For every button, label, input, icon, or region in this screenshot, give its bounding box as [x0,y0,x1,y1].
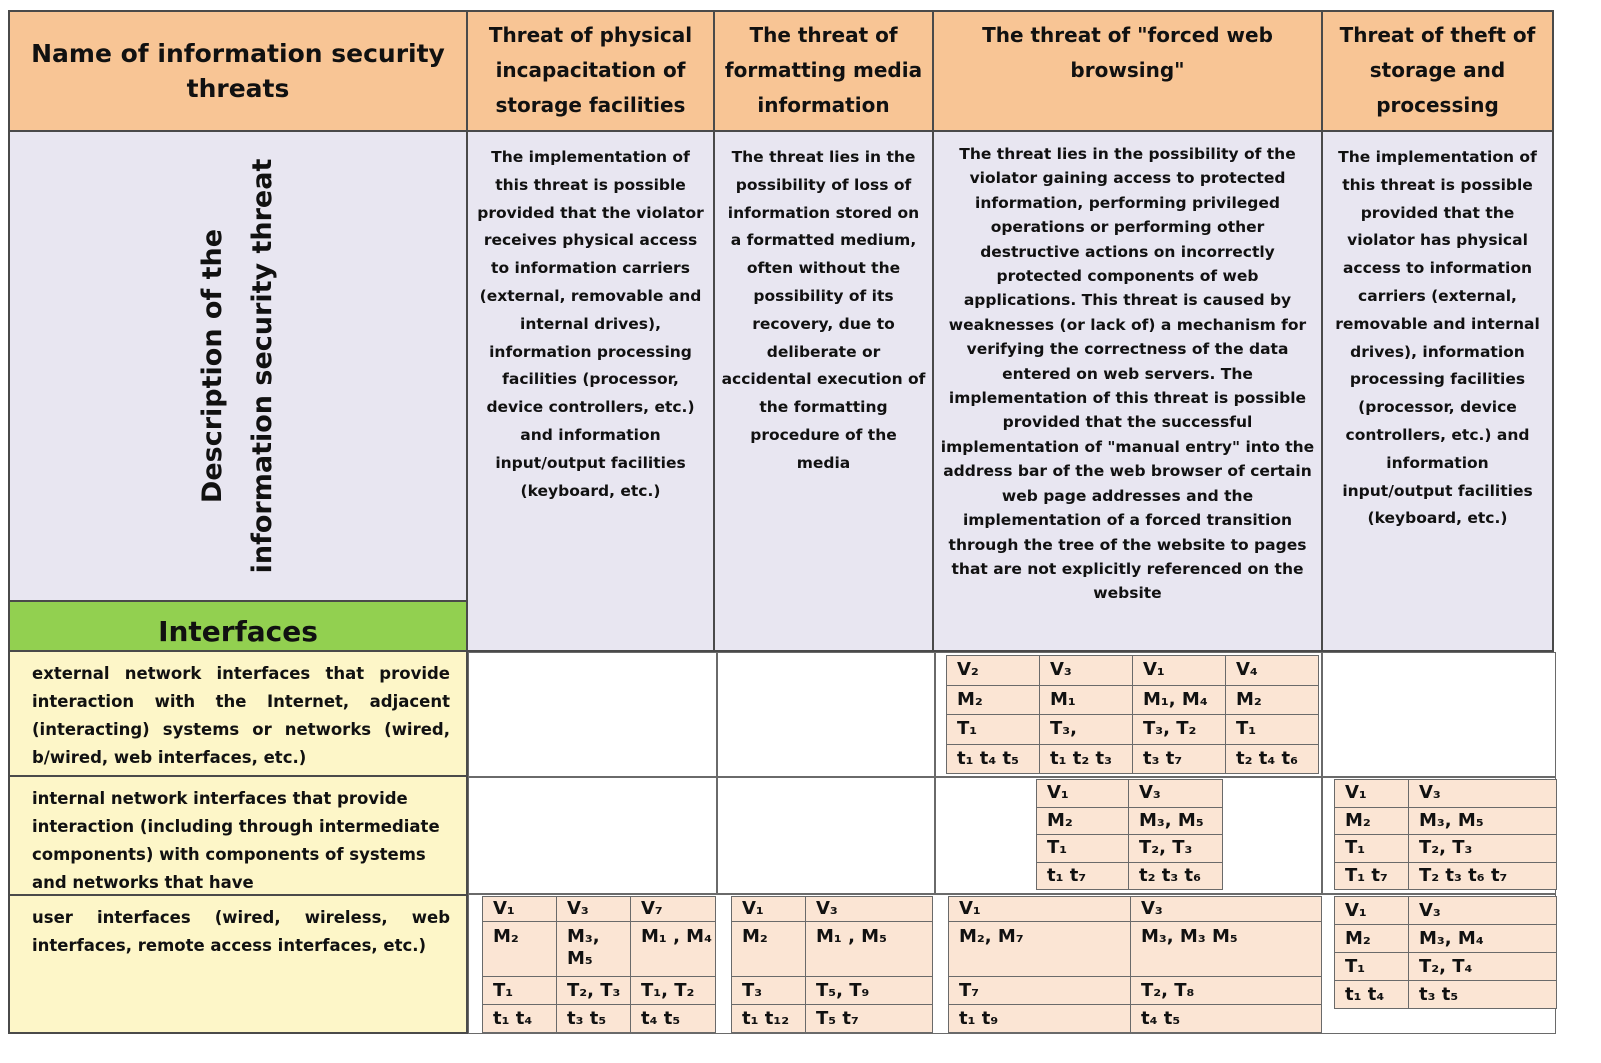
table-row [732,977,933,1005]
header-threat-1 [466,10,715,132]
table-cell: T₃ [732,977,806,1005]
interface-user [8,894,468,1034]
table-cell: M₃, M₄ [1409,925,1557,953]
table-row [947,656,1319,686]
table-cell: V₁ [483,897,557,922]
table-cell: t₃ t₅ [557,1005,631,1033]
table-cell: M₂, M₇ [949,922,1131,977]
table-cell: V₁ [1335,780,1409,808]
table-cell: t₄ t₅ [1131,1005,1322,1033]
empty-cell [717,777,935,894]
table-row [947,685,1319,715]
table-cell: t₁ t₄ t₅ [947,744,1040,774]
table-cell: M₁ , M₅ [806,922,933,977]
table-cell: T₂, T₃ [1409,835,1557,863]
table-cell: T₁ [1226,715,1319,745]
table-cell: M₂ [947,685,1040,715]
table-cell: V₂ [947,656,1040,686]
table-row [1335,835,1557,863]
table-row [1037,807,1223,835]
table-cell: V₇ [631,897,716,922]
interface-external-text: external network interfaces that provide interaction with the Internet, adjacent (interacting) systems or networks (wired, b/wired, web interfaces, etc.) [32,664,450,767]
table-cell: T₅ t₇ [806,1005,933,1033]
matrix-external-threat-3 [946,655,1319,774]
empty-cell [1322,652,1556,777]
table-cell: M₁, M₄ [1133,685,1226,715]
table-cell: T₁ [483,977,557,1005]
table-cell: t₂ t₄ t₆ [1226,744,1319,774]
matrix-user-threat-3 [948,896,1322,1033]
table-row [949,897,1322,922]
header-name-col [8,10,468,132]
table-cell: M₁ , M₄ [631,922,716,977]
table-row [1335,981,1557,1009]
table-row [1335,780,1557,808]
table-row [949,922,1322,977]
table-cell: t₁ t₇ [1037,862,1129,890]
table-cell: V₃ [1040,656,1133,686]
header-threat-4 [1321,10,1554,132]
table-row [1335,862,1557,890]
table-row [1037,835,1223,863]
description-threat-1-text: The implementation of this threat is possible provided that the violator receives physical access to information carriers (external, removable and internal drives), information processing facilities (processor, device controllers, etc.) and information input/output facilities (keyboard, etc.) [477,148,704,500]
table-cell: T₂, T₃ [1129,835,1223,863]
header-threat-2-text: The threat of formatting media information [724,23,923,117]
interfaces-label-text: Interfaces [158,615,318,648]
table-cell: V₁ [949,897,1131,922]
table-cell: T₂, T₃ [557,977,631,1005]
header-threat-3-text: The threat of "forced web browsing" [982,23,1273,82]
table-cell: M₃, M₃ M₅ [1131,922,1322,977]
table-row [947,744,1319,774]
table-cell: V₁ [1133,656,1226,686]
empty-cell [468,652,717,777]
interface-internal [8,775,468,896]
table-cell: t₁ t₉ [949,1005,1131,1033]
table-cell: t₁ t₄ [1335,981,1409,1009]
table-row [1335,925,1557,953]
description-threat-4-text: The implementation of this threat is possible provided that the violator has physical access to information carriers (external, removable and internal drives), information processing facilities (processor, device controllers, etc.) and information input/output facilities (keyboard, etc.) [1335,148,1540,528]
table-cell: V₃ [1131,897,1322,922]
interface-external [8,650,468,777]
table-cell: T₂, T₄ [1409,953,1557,981]
table-cell: V₃ [557,897,631,922]
table-cell: M₁ [1040,685,1133,715]
header-threat-4-text: Threat of theft of storage and processing [1339,23,1536,117]
table-cell: t₃ t₇ [1133,744,1226,774]
matrix-internal-threat-4 [1334,779,1557,890]
table-cell: M₂ [1037,807,1129,835]
description-row-label-text: Description of the information security threat [197,158,278,574]
description-row-label [8,130,468,602]
table-cell: T₁ [947,715,1040,745]
table-row [1037,862,1223,890]
table-cell: t₁ t₁₂ [732,1005,806,1033]
table-cell: M₂ [1226,685,1319,715]
table-cell: V₁ [1335,897,1409,925]
table-row [732,897,933,922]
empty-cell [717,652,935,777]
table-cell: V₃ [806,897,933,922]
table-row [947,715,1319,745]
header-threat-2 [713,10,934,132]
table-cell: V₃ [1409,897,1557,925]
table-cell: T₇ [949,977,1131,1005]
header-threat-3 [932,10,1323,132]
description-threat-4 [1321,130,1554,652]
interface-user-text: user interfaces (wired, wireless, web interfaces, remote access interfaces, etc.) [32,908,450,955]
table-cell: T₁ [1335,953,1409,981]
table-row [732,922,933,977]
table-cell: t₃ t₅ [1409,981,1557,1009]
description-threat-2-text: The threat lies in the possibility of loss of information stored on a formatted medium, often without the possibility of its recovery, due to deliberate or accidental execution of the formatting procedure of the media [721,148,926,472]
table-row [483,897,716,922]
table-cell: T₁, T₂ [631,977,716,1005]
table-cell: V₁ [1037,780,1129,808]
table-cell: t₁ t₂ t₃ [1040,744,1133,774]
table-cell: V₁ [732,897,806,922]
table-cell: V₃ [1129,780,1223,808]
table-cell: V₃ [1409,780,1557,808]
table-row [483,977,716,1005]
table-cell: V₄ [1226,656,1319,686]
table-cell: M₂ [483,922,557,977]
table-cell: t₂ t₃ t₆ [1129,862,1223,890]
table-cell: T₁ [1335,835,1409,863]
table-cell: T₅, T₉ [806,977,933,1005]
matrix-user-threat-2 [731,896,933,1033]
matrix-user-threat-1 [482,896,716,1033]
table-cell: t₄ t₅ [631,1005,716,1033]
table-cell: M₃, M₅ [1129,807,1223,835]
table-cell: T₃, T₂ [1133,715,1226,745]
description-threat-2 [713,130,934,652]
table-cell: T₃, [1040,715,1133,745]
table-cell: M₃, M₅ [1409,807,1557,835]
table-row [949,977,1322,1005]
table-row [1335,953,1557,981]
table-cell: T₁ t₇ [1335,862,1409,890]
matrix-internal-threat-3 [1036,779,1223,890]
table-cell: M₂ [732,922,806,977]
interfaces-label [8,600,468,652]
header-name-col-text: Name of information security threats [31,39,445,103]
matrix-user-threat-4 [1334,896,1557,1009]
table-row [483,1005,716,1033]
header-threat-1-text: Threat of physical incapacitation of storage facilities [488,23,693,117]
table-cell: M₂ [1335,925,1409,953]
description-threat-3-text: The threat lies in the possibility of the violator gaining access to protected information, performing privileged operations or performing other destructive actions on incorrectly protected components of web applications. This threat is caused by weaknesses (or lack of) a mechanism for verifying the correctness of the data entered on web servers. The implementation of this threat is possible provided that the successful implementation of "manual entry" into the address bar of the web browser of certain web page addresses and the implementation of a forced transition through the tree of the website to pages that are not explicitly referenced on the website [940,145,1315,603]
table-row [1335,807,1557,835]
table-cell: t₁ t₄ [483,1005,557,1033]
description-threat-3 [932,130,1323,652]
table-cell: T₂ t₃ t₆ t₇ [1409,862,1557,890]
table-cell: M₂ [1335,807,1409,835]
table-row [1335,897,1557,925]
table-row [949,1005,1322,1033]
empty-cell [468,777,717,894]
description-threat-1 [466,130,715,652]
table-row [1037,780,1223,808]
table-row [732,1005,933,1033]
interface-internal-text: internal network interfaces that provide interaction (including through intermediate components) with components of systems and networks that have [32,789,440,892]
table-cell: M₃, M₅ [557,922,631,977]
table-cell: T₂, T₈ [1131,977,1322,1005]
table-cell: T₁ [1037,835,1129,863]
table-row [483,922,716,977]
